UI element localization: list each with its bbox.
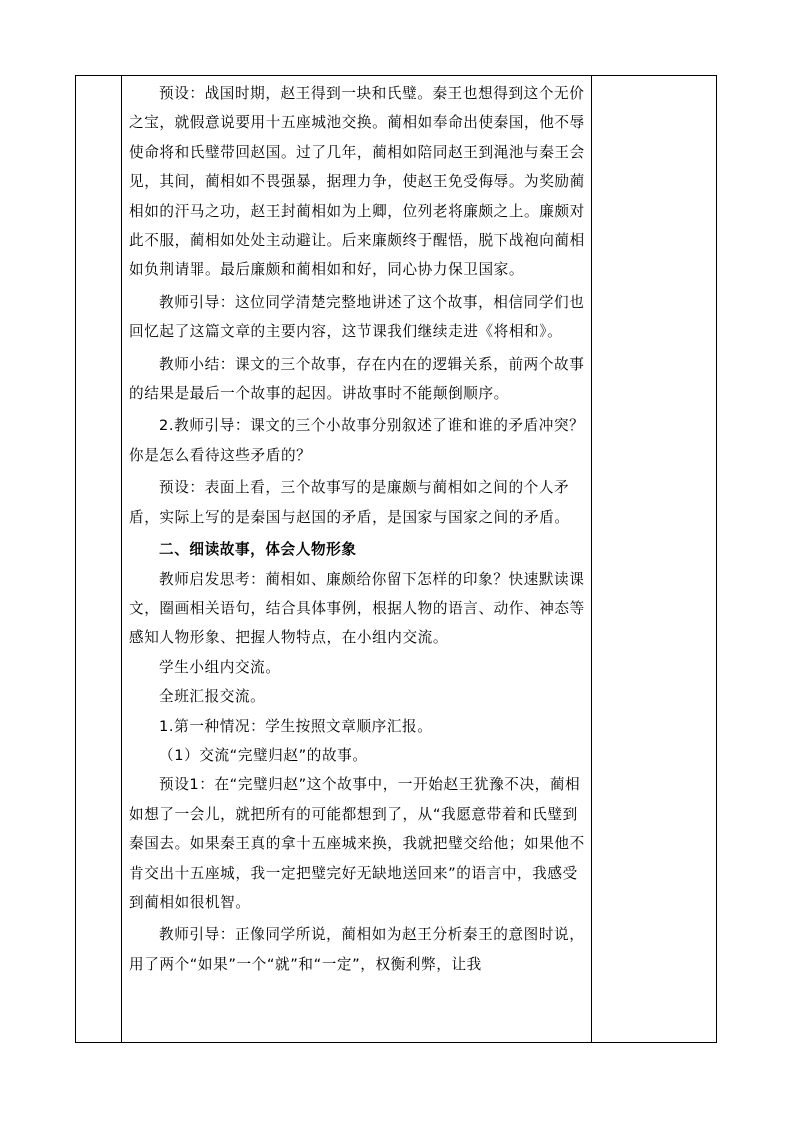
preset-story-summary: 预设：战国时期，赵王得到一块和氏璧。秦王也想得到这个无价之宝，就假意说要用十五座城池交换。蔺相如奉命出使秦国，他不辱使命将和氏璧带回赵国。过了几年，蔺相如陪同赵王到渑池与秦王会见，其间，蔺相如不畏强暴，据理力争，使赵王免受侮辱。为奖励蔺相如的汗马之功，赵王封蔺相如为上卿，位列老将廉颇之上。廉颇对此不服，蔺相如处处主动避让。后来廉颇终于醒悟，脱下战袍向蔺相如负荆请罪。最后廉颇和蔺相如和好，同心协力保卫国家。 [129, 85, 585, 279]
lesson-content-cell [129, 79, 586, 979]
column-divider-right [591, 76, 592, 1042]
preset-conflict-paragraph: 预设：表面上看，三个故事写的是廉颇与蔺相如之间的个人矛盾，实际上写的是秦国与赵国的矛盾，是国家与国家之间的矛盾。 [129, 479, 570, 526]
teacher-guidance-final: 教师引导：正像同学所说，蔺相如为赵王分析秦王的意图时说，用了两个“如果”一个“就”和“一定”，权衡利弊，让我 [129, 926, 585, 973]
section-heading: 二、细读故事，体会人物形象 [159, 541, 357, 559]
column-divider-left [121, 76, 122, 1042]
class-report-line: 全班汇报交流。 [159, 688, 266, 706]
teacher-question-paragraph: 2.教师引导：课文的三个小故事分别叙述了谁和谁的矛盾冲突？你是怎么看待这些矛盾的？ [129, 417, 585, 464]
case-one-line: 1.第一种情况：学生按照文章顺序汇报。 [159, 717, 433, 735]
teacher-prompt-paragraph: 教师启发思考：蔺相如、廉颇给你留下怎样的印象？快速默读课文，圈画相关语句，结合具体事例，根据人物的语言、动作、神态等感知人物形象、把握人物特点，在小组内交流。 [129, 570, 585, 647]
teacher-summary-paragraph: 教师小结：课文的三个故事，存在内在的逻辑关系，前两个故事的结果是最后一个故事的起因。讲故事时不能颠倒顺序。 [129, 355, 585, 403]
lesson-plan-table [75, 75, 717, 1043]
group-exchange-line: 学生小组内交流。 [159, 658, 281, 676]
teacher-guidance-paragraph: 教师引导：这位同学清楚完整地讲述了这个故事，相信同学们也回忆起了这篇文章的主要内容，这节课我们继续走进《将相和》。 [129, 293, 585, 341]
story-exchange-line: （1）交流“完璧归赵”的故事。 [159, 746, 368, 764]
preset-one-paragraph: 预设1：在“完璧归赵”这个故事中，一开始赵王犹豫不决，蔺相如想了一会儿，就把所有的可能都想到了，从“我愿意带着和氏璧到秦国去。如果秦王真的拿十五座城来换，我就把璧交给他；如果他不肯交出十五座城，我一定把璧完好无缺地送回来”的语言中，我感受到蔺相如很机智。 [129, 776, 585, 911]
